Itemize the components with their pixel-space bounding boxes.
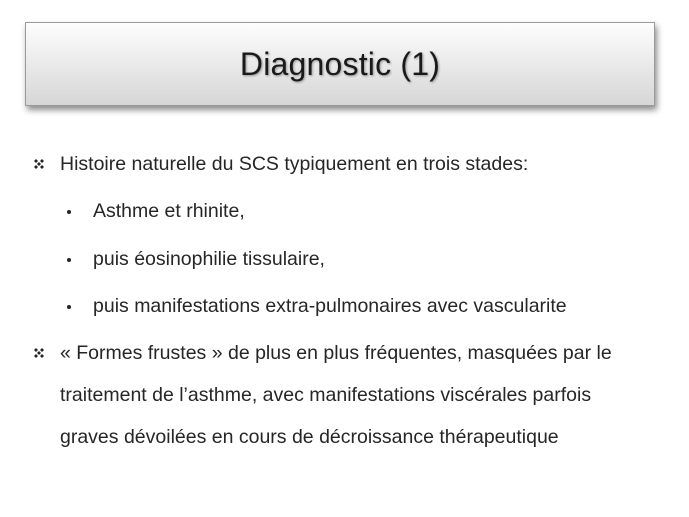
bullet-text-2-line-3: graves dévoilées en cours de décroissance thérapeutique bbox=[60, 426, 559, 448]
dot-bullet-icon bbox=[67, 305, 71, 309]
bullet-text-1: Histoire naturelle du SCS typiquement en trois stades: bbox=[60, 153, 529, 175]
dot-bullet-icon bbox=[67, 258, 71, 262]
bullet-text-2-line-2: traitement de l’asthme, avec manifestations viscérales parfois bbox=[60, 384, 592, 406]
dot-bullet-icon bbox=[67, 210, 71, 214]
sub-bullet-text-1: Asthme et rhinite, bbox=[93, 200, 245, 222]
diamond-bullet-icon bbox=[33, 347, 45, 359]
sub-bullet-text-2: puis éosinophilie tissulaire, bbox=[93, 248, 325, 270]
bullet-text-2-line-1: « Formes frustes » de plus en plus fréquentes, masquées par le bbox=[60, 342, 612, 364]
diamond-bullet-icon bbox=[33, 158, 45, 170]
slide-title: Diagnostic (1) bbox=[239, 45, 441, 82]
slide-title-box bbox=[25, 22, 655, 106]
sub-bullet-text-3: puis manifestations extra-pulmonaires avec vascularite bbox=[93, 295, 567, 317]
